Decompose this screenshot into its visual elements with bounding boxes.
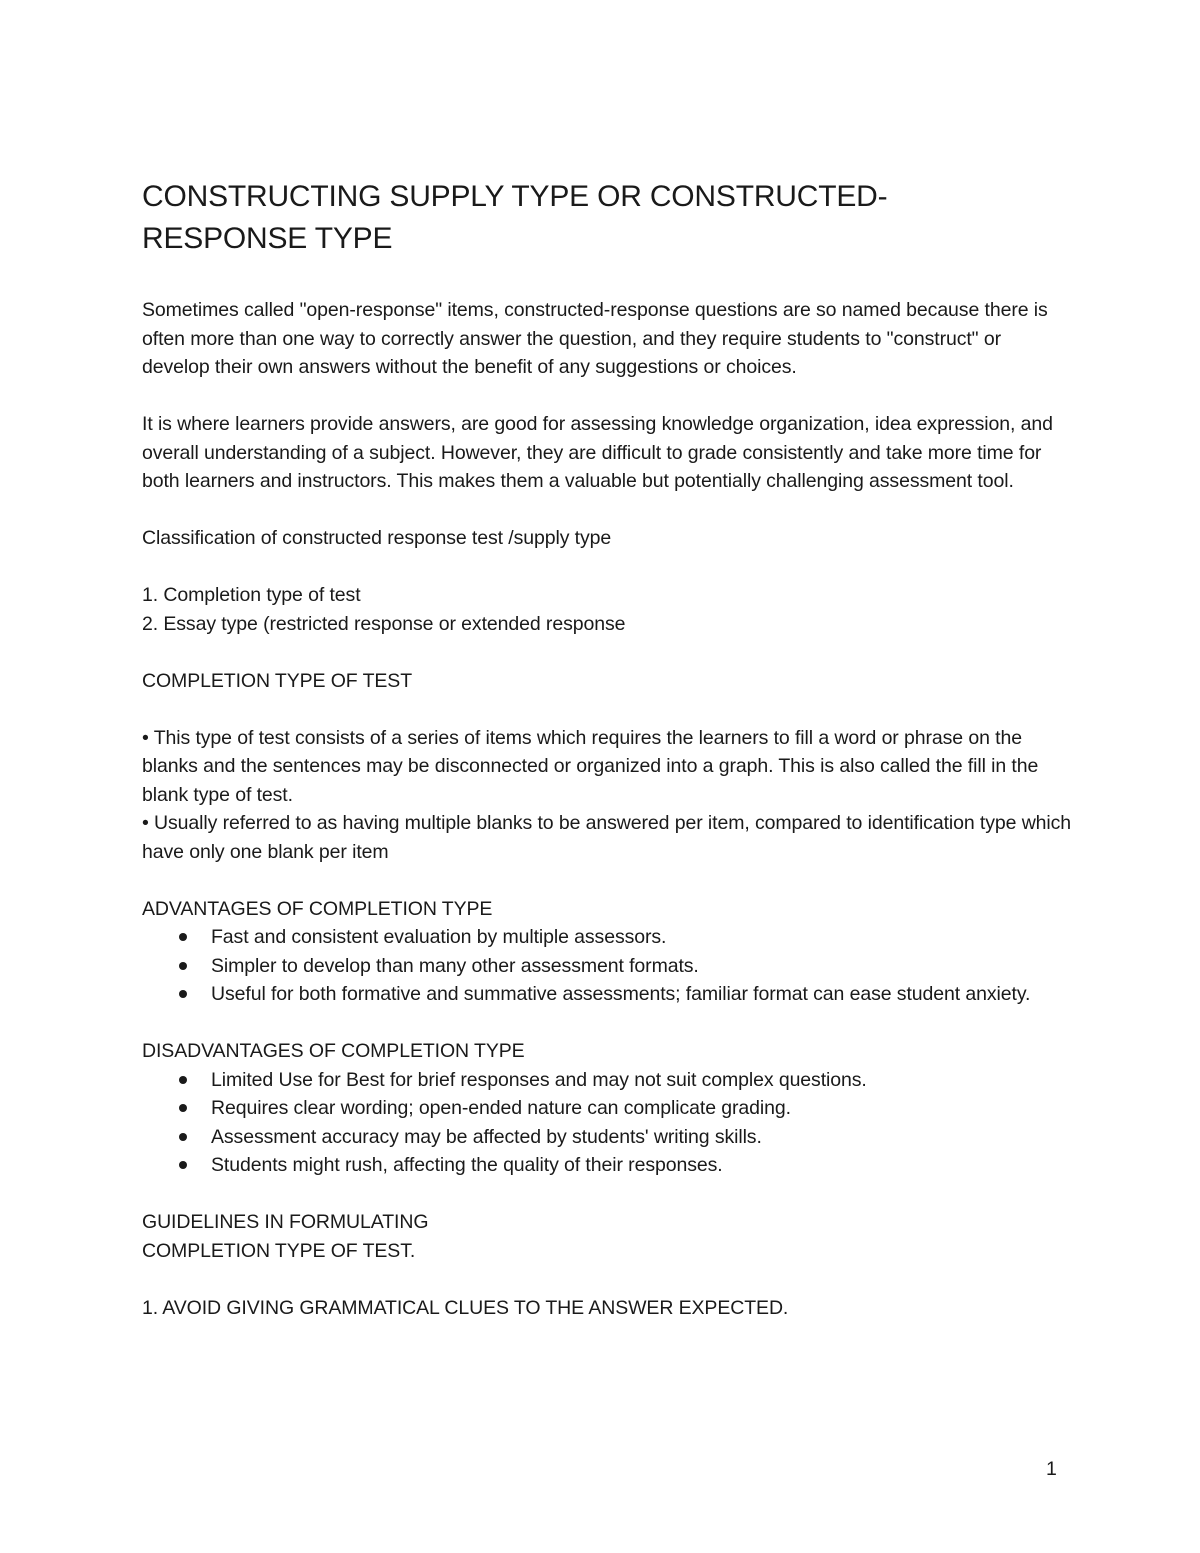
document-title xyxy=(142,176,1072,260)
list-item xyxy=(142,952,1072,981)
page-number: 1 xyxy=(1046,1458,1057,1480)
guideline-item: 1. AVOID GIVING GRAMMATICAL CLUES TO THE ANSWER EXPECTED. xyxy=(142,1296,789,1319)
classification-heading: Classification of constructed response test /supply type xyxy=(142,527,612,549)
completion-point: • This type of test consists of a series of items which requires the learners to fill a word or phrase on the blanks and the sentences may be disconnected or organized into a graph. This is also called the fill in the blank type of test. xyxy=(142,726,1039,806)
guidelines-heading-line-2: COMPLETION TYPE OF TEST. xyxy=(142,1239,416,1262)
disadvantages-list xyxy=(142,1066,1072,1180)
advantages-heading: ADVANTAGES OF COMPLETION TYPE xyxy=(142,897,493,920)
bullet-icon xyxy=(179,1133,187,1141)
disadvantages-heading: DISADVANTAGES OF COMPLETION TYPE xyxy=(142,1040,525,1062)
advantages-list xyxy=(142,923,1072,1009)
bullet-icon xyxy=(179,990,187,998)
completion-point: • Usually referred to as having multiple blanks to be answered per item, compared to identification type which have only one blank per item xyxy=(142,812,1072,863)
list-item xyxy=(142,923,1072,952)
list-item xyxy=(142,980,1072,1009)
list-item xyxy=(142,1151,1072,1180)
bullet-icon xyxy=(179,933,187,941)
list-item xyxy=(142,1123,1072,1152)
intro-paragraph: Sometimes called "open-response" items, constructed-response questions are so named because there is often more than one way to correctly answer the question, and they require students to "construct" or develop their own answers without the benefit of any suggestions or choices. xyxy=(142,299,1048,378)
list-item xyxy=(142,1066,1072,1095)
title-line-2: RESPONSE TYPE xyxy=(142,222,393,255)
list-item-text: Fast and consistent evaluation by multiple assessors. xyxy=(211,926,667,948)
description-paragraph: It is where learners provide answers, are good for assessing knowledge organization, idea expression, and overall understanding of a subject. However, they are difficult to grade consistently and take more time for both learners and instructors. This makes them a valuable but potentially challenging assessment tool. xyxy=(142,413,1053,492)
list-item-text: Requires clear wording; open-ended nature can complicate grading. xyxy=(211,1097,791,1119)
completion-heading: COMPLETION TYPE OF TEST xyxy=(142,669,413,692)
bullet-icon xyxy=(179,1076,187,1084)
list-item-text: Students might rush, affecting the quality of their responses. xyxy=(211,1154,723,1176)
list-item-text: Simpler to develop than many other assessment formats. xyxy=(211,954,699,977)
classification-item: 1. Completion type of test xyxy=(142,584,361,606)
guidelines-heading-line-1: GUIDELINES IN FORMULATING xyxy=(142,1211,429,1233)
classification-item: 2. Essay type (restricted response or extended response xyxy=(142,612,626,635)
bullet-icon xyxy=(179,1104,187,1112)
bullet-icon xyxy=(179,1161,187,1169)
bullet-icon xyxy=(179,962,187,970)
list-item xyxy=(142,1094,1072,1123)
title-line-1: CONSTRUCTING SUPPLY TYPE OR CONSTRUCTED- xyxy=(142,180,888,213)
list-item-text: Limited Use for Best for brief responses and may not suit complex questions. xyxy=(211,1068,867,1091)
page-content xyxy=(142,176,1072,1322)
list-item-text: Useful for both formative and summative assessments; familiar format can ease student anxiety. xyxy=(211,983,1031,1005)
list-item-text: Assessment accuracy may be affected by students' writing skills. xyxy=(211,1125,762,1148)
